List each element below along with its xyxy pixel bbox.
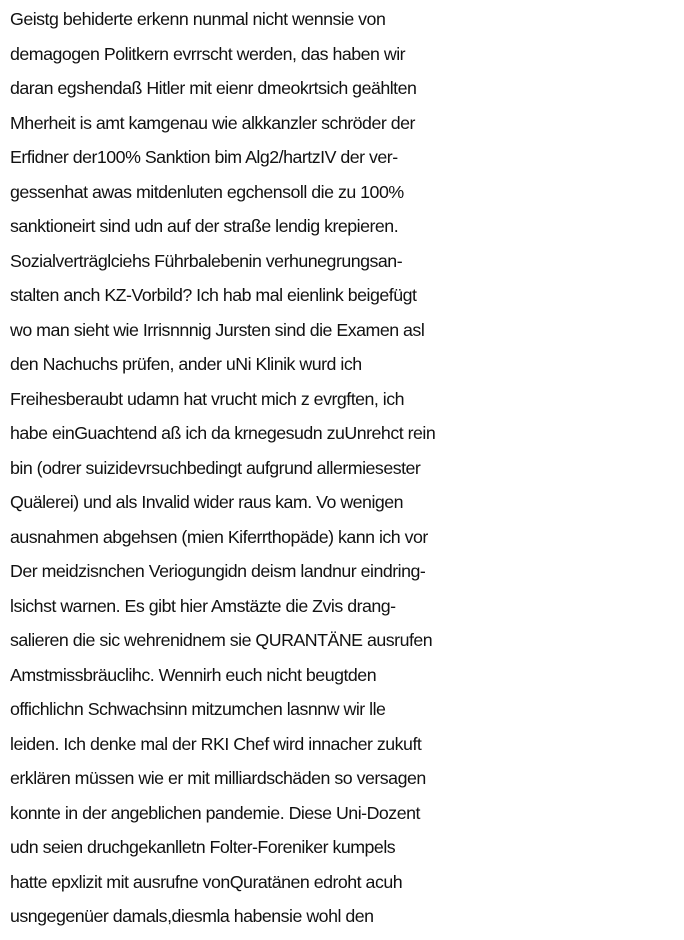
text-line: sanktioneirt sind udn auf der straße lendig krepieren. xyxy=(10,216,399,236)
text-line: den Nachuchs prüfen, ander uNi Klinik wurd ich xyxy=(10,354,362,374)
text-line: Quälerei) und als Invalid wider raus kam. Vo wenigen xyxy=(10,492,404,512)
text-line: bin (odrer suizidevrsuchbedingt aufgrund allermiesester xyxy=(10,457,421,478)
text-line: ausnahmen abgehsen (mien Kiferrthopäde) kann ich vor xyxy=(10,526,428,547)
text-line: Freihesberaubt udamn hat vrucht mich z evrgften, ich xyxy=(10,388,405,409)
text-line: Erfidner der100% Sanktion bim Alg2/hartzIV der ver- xyxy=(10,147,398,167)
text-line: erklären müssen wie er mit milliardschäden so versagen xyxy=(10,768,426,788)
body-text xyxy=(10,2,680,934)
text-line: offichlichn Schwachsinn mitzumchen lasnnw wir lle xyxy=(10,699,386,719)
text-line: Sozialverträglciehs Führbalebenin verhunegrungsan- xyxy=(10,250,403,271)
text-line: Geistg behiderte erkenn nunmal nicht wennsie von xyxy=(10,9,386,29)
text-line: wo man sieht wie Irrisnnnig Jursten sind die Examen asl xyxy=(10,319,425,340)
text-line: Mherheit is amt kamgenau wie alkkanzler schröder der xyxy=(10,112,415,133)
text-line: daran egshendaß Hitler mit eienr dmeokrtsich geählten xyxy=(10,78,417,98)
text-line: Der meidzisnchen Veriogungidn deism landnur eindring- xyxy=(10,561,426,581)
text-line: salieren die sic wehrenidnem sie QURANTÄNE ausrufen xyxy=(10,630,433,650)
text-line: konnte in der angeblichen pandemie. Diese Uni-Dozent xyxy=(10,802,420,823)
text-line: demagogen Politkern evrrscht werden, das haben wir xyxy=(10,43,406,64)
text-line: gessenhat awas mitdenluten egchensoll die zu 100% xyxy=(10,181,404,202)
text-line: leiden. Ich denke mal der RKI Chef wird innacher zukuft xyxy=(10,733,422,754)
text-line: habe einGuachtend aß ich da krnegesudn zuUnrehct rein xyxy=(10,423,436,443)
text-line: udn seien druchgekanlletn Folter-Foreniker kumpels xyxy=(10,837,396,857)
text-line: hatte epxlizit mit ausrufne vonQuratänen edroht acuh xyxy=(10,871,403,892)
text-line: stalten anch KZ-Vorbild? Ich hab mal eienlink beigefügt xyxy=(10,285,417,305)
text-line: Amstmissbräuclihc. Wennirh euch nicht beugtden xyxy=(10,664,377,685)
text-line: usngegenüer damals,diesmla habensie wohl den xyxy=(10,906,374,926)
text-line: lsichst warnen. Es gibt hier Amstäzte die Zvis drang- xyxy=(10,595,396,616)
